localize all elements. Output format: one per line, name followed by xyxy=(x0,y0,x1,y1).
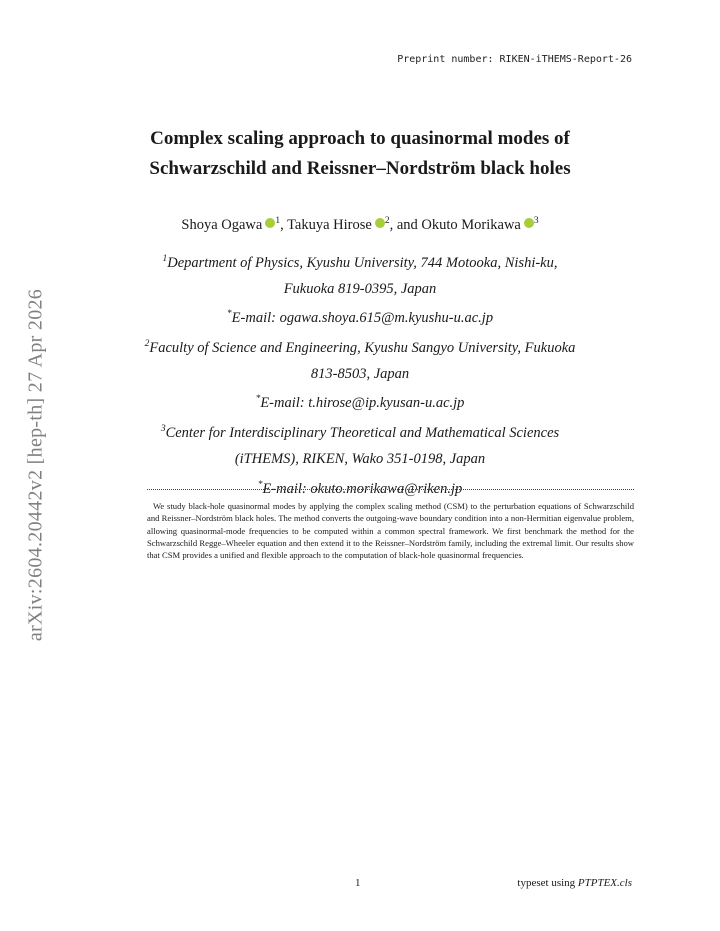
affiliation-sup: 2 xyxy=(144,339,150,350)
author-affil-sup: 3 xyxy=(533,216,539,226)
title-line-1: Complex scaling approach to quasinormal modes of xyxy=(150,128,570,149)
affiliations xyxy=(60,247,660,502)
affiliation-line: (iTHEMS), RIKEN, Wako 351-0198, Japan xyxy=(234,450,486,467)
affiliation-text: Faculty of Science and Engineering, Kyushu Sangyo University, Fukuoka xyxy=(149,339,576,356)
title-line-2: Schwarzschild and Reissner–Nordström black holes xyxy=(149,158,571,179)
abstract: We study black-hole quasinormal modes by applying the complex scaling method (CSM) to the perturbation equations of Schwarzschild and Reissner–Nordström black holes. The method converts the outgoing-wave boundary condition into a non-Hermitian eigenvalue problem, allowing quasinormal-mode frequencies to be computed within a common spectral framework. We first benchmark the method for the Schwarzschild Regge–Wheeler equation and then extend it to the Reissner–Nordström family, including the extremal limit. Our results show that CSM provides a unified and flexible approach to the computation of black-hole quasinormal frequencies. xyxy=(147,489,634,561)
email-marker: * xyxy=(255,394,261,405)
author-list xyxy=(60,210,660,236)
affiliation-sup: 1 xyxy=(162,254,168,264)
author-affil-sup: 1 xyxy=(275,216,281,226)
author-name: Takuya Hirose xyxy=(287,216,372,233)
typeset-prefix: typeset using xyxy=(517,877,578,889)
preprint-number: Preprint number: RIKEN-iTHEMS-Report-26 xyxy=(397,54,632,65)
orcid-icon[interactable] xyxy=(375,218,385,228)
affiliation-line xyxy=(60,417,660,447)
orcid-icon[interactable] xyxy=(524,218,534,228)
email-marker: * xyxy=(226,309,232,320)
affiliation-text: Department of Physics, Kyushu University, 744 Motooka, Nishi-ku, xyxy=(167,254,558,271)
email-text[interactable]: E-mail: ogawa.shoya.615@m.kyushu-u.ac.jp xyxy=(231,310,494,327)
author-separator: , and xyxy=(389,216,422,233)
affiliation-line xyxy=(60,332,660,362)
page-number: 1 xyxy=(355,877,361,889)
author-name: Okuto Morikawa xyxy=(421,216,521,233)
email-text[interactable]: E-mail: t.hirose@ip.kyusan-u.ac.jp xyxy=(260,395,465,412)
affiliation-line xyxy=(60,247,660,277)
paper-title xyxy=(60,124,660,184)
orcid-icon[interactable] xyxy=(265,218,275,228)
email-text[interactable]: E-mail: okuto.morikawa@riken.jp xyxy=(262,480,463,497)
author-affil-sup: 2 xyxy=(384,216,390,226)
author-name: Shoya Ogawa xyxy=(181,216,263,233)
affiliation-line: Fukuoka 819-0395, Japan xyxy=(283,280,437,297)
affiliation-line: 813-8503, Japan xyxy=(310,365,410,382)
arxiv-watermark: arXiv:2604.20442v2 [hep-th] 27 Apr 2026 xyxy=(24,288,47,642)
affiliation-sup: 3 xyxy=(160,424,166,435)
affiliation-email[interactable] xyxy=(60,387,660,417)
typeset-note xyxy=(517,877,632,889)
author-separator: , xyxy=(280,216,288,233)
affiliation-email[interactable] xyxy=(60,302,660,332)
email-marker: * xyxy=(257,479,263,490)
affiliation-text: Center for Interdisciplinary Theoretical and Mathematical Sciences xyxy=(165,424,560,441)
typeset-class: PTPTEX.cls xyxy=(577,877,632,889)
